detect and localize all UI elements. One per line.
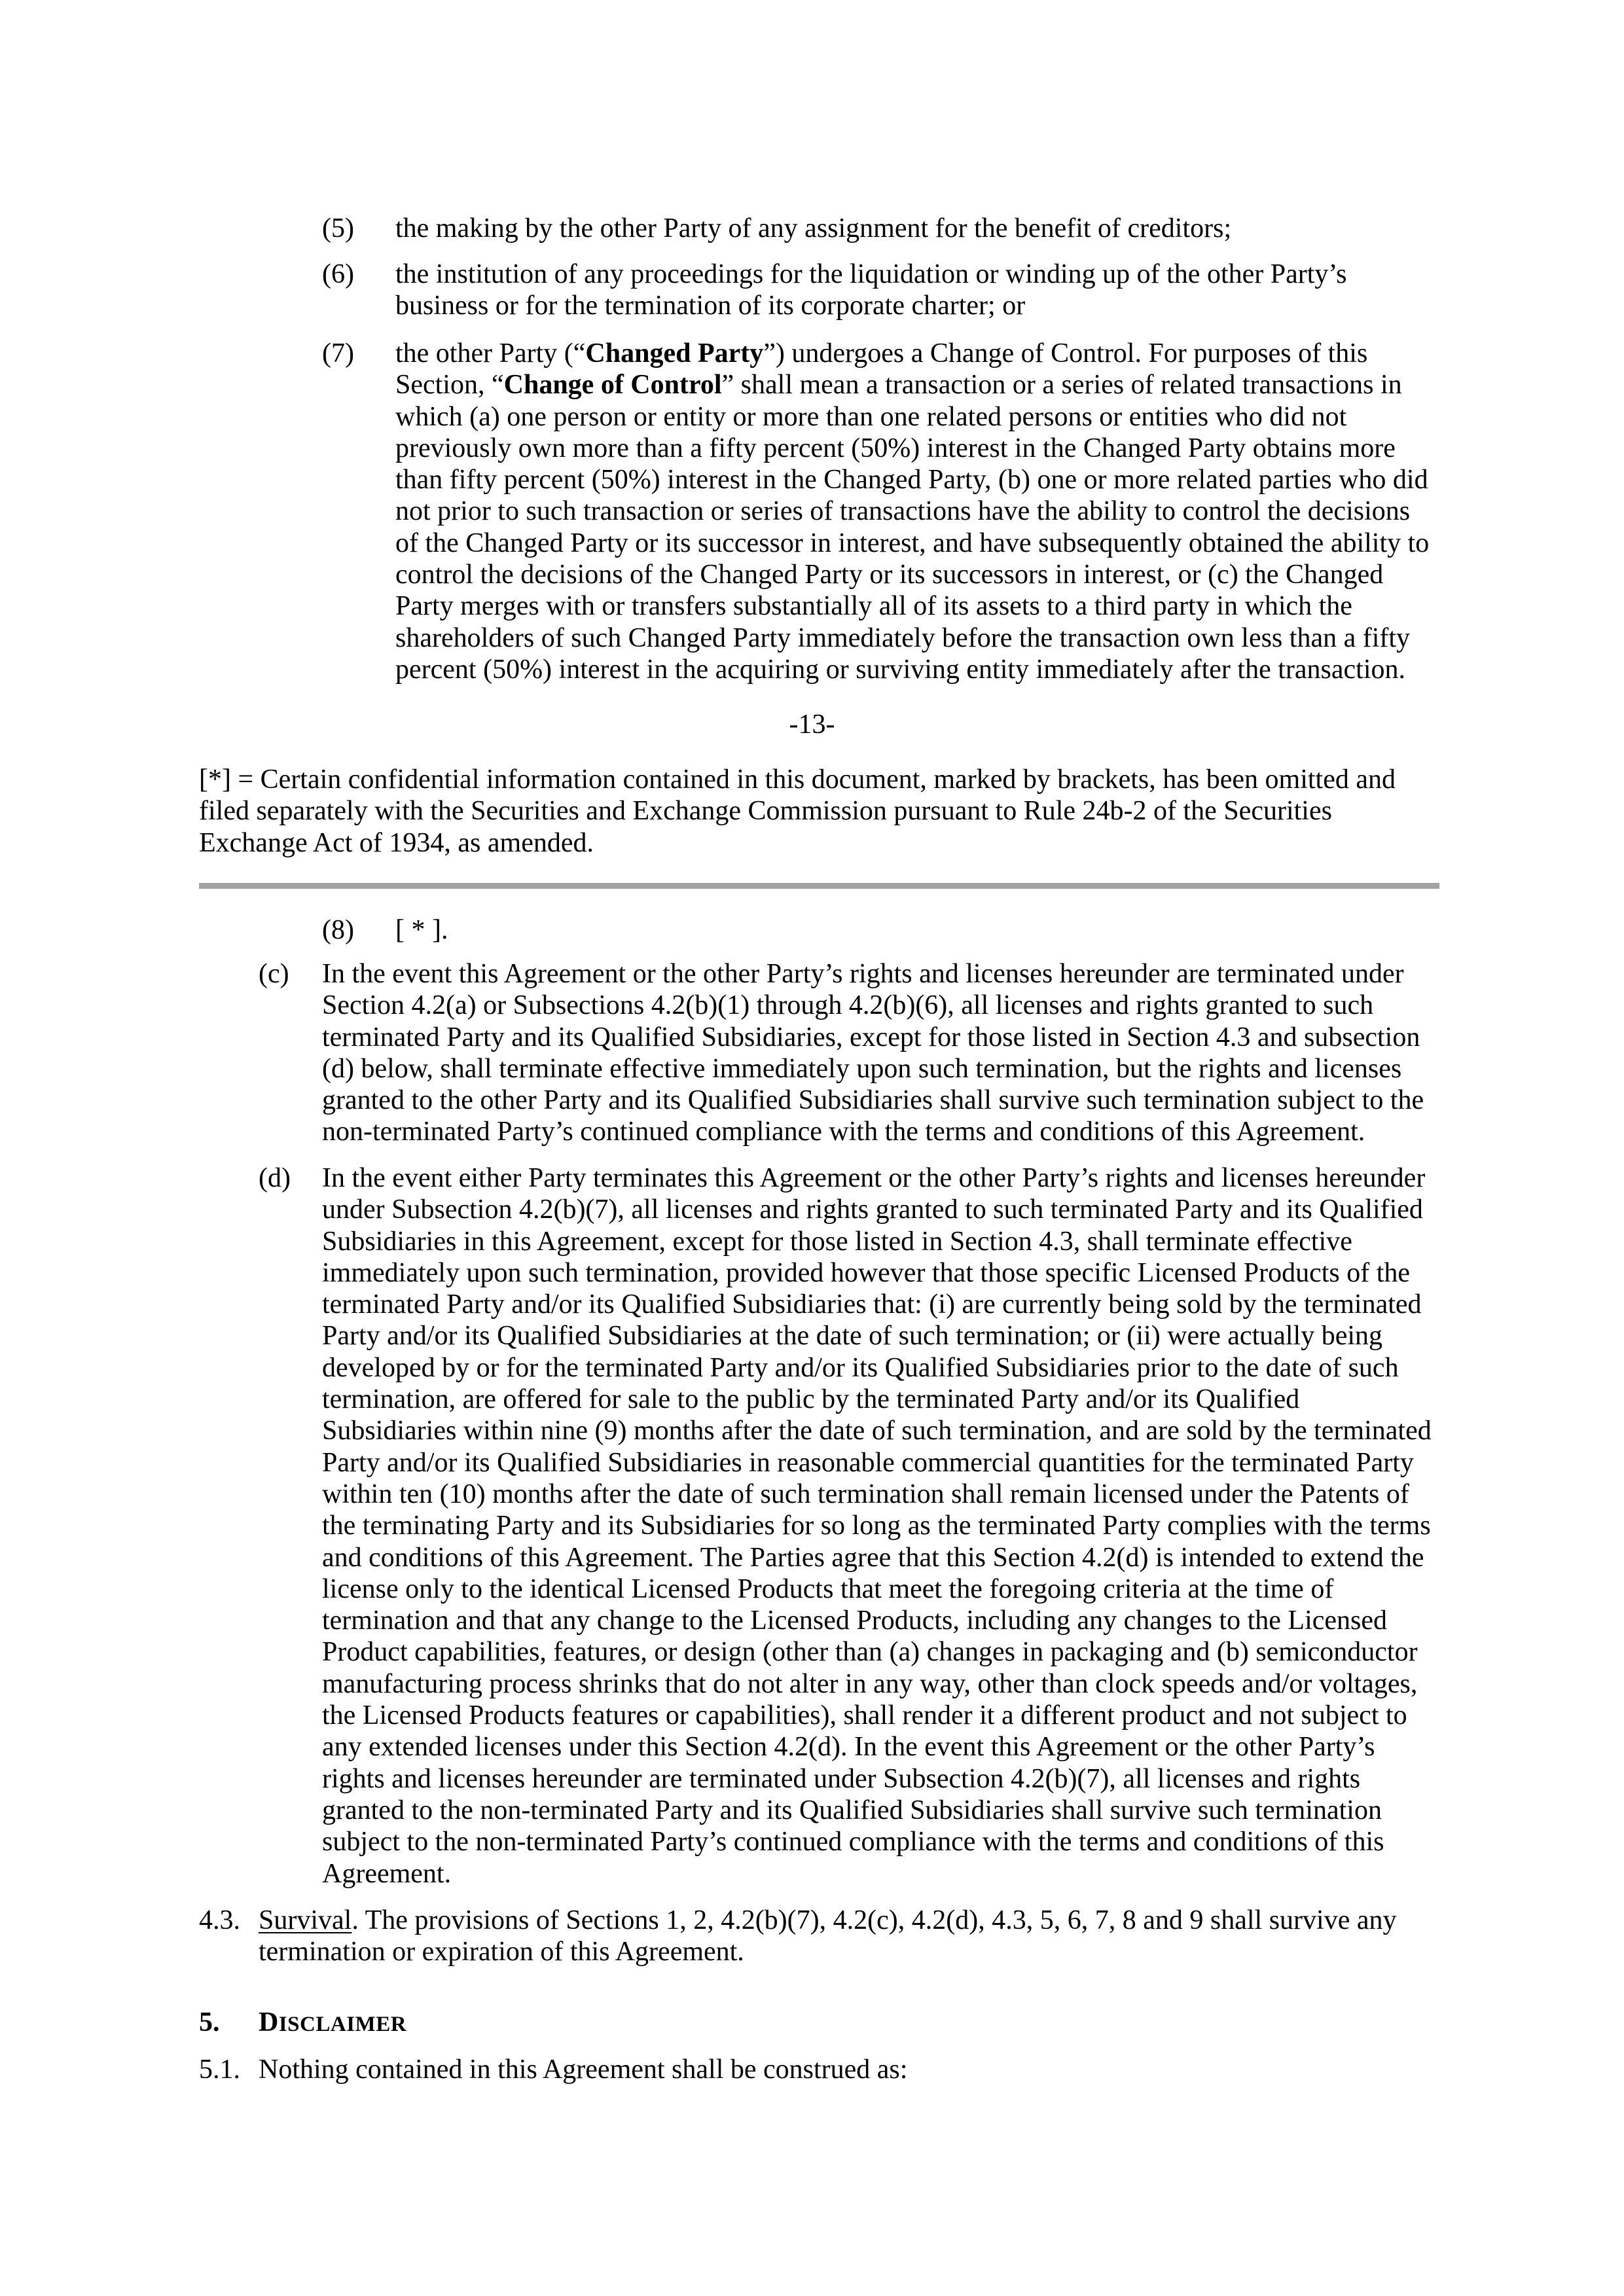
section-number: 4.3. bbox=[199, 1905, 240, 1935]
item-label: (8) bbox=[322, 915, 354, 945]
page-number: -13- bbox=[789, 709, 835, 740]
subsection-label: (c) bbox=[259, 959, 289, 989]
section-heading-survival: Survival bbox=[259, 1905, 352, 1935]
section-text bbox=[259, 1905, 1515, 1968]
item-label: (7) bbox=[322, 338, 354, 368]
text-segment: . The provisions of Sections 1, 2, 4.2(b)(7), 4.2(c), 4.2(d), 4.3, 5, 6, 7, 8 and 9 shall survive any termination or expiration of this Agreement. bbox=[259, 1905, 1397, 1967]
item-text: [ * ]. bbox=[395, 915, 448, 945]
subsection-text: In the event either Party terminates this Agreement or the other Party’s rights and licenses hereunder under Subsection 4.2(b)(7), all licenses and rights granted to such terminated Party and its Qualified Subsidiaries in this Agreement, except for those listed in Section 4.3, shall terminate effective immediately upon such termination, provided however that those specific Licensed Products of the terminated Party and/or its Qualified Subsidiaries that: (i) are currently being sold by the terminated Party and/or its Qualified Subsidiaries at the date of such termination; or (ii) were actually being developed by or for the terminated Party and/or its Qualified Subsidiaries prior to the date of such termination, are offered for sale to the public by the terminated Party and/or its Qualified Subsidiaries within nine (9) months after the date of such termination, and are sold by the terminated Party and/or its Qualified Subsidiaries in reasonable commercial quantities for the terminated Party within ten (10) months after the date of such termination shall remain licensed under the Patents of the terminating Party and its Subsidiaries for so long as the terminated Party complies with the terms and conditions of this Agreement. The Parties agree that this Section 4.2(d) is intended to extend the license only to the identical Licensed Products that meet the foregoing criteria at the time of termination and that any change to the Licensed Products, including any changes to the Licensed Product capabilities, features, or design (other than (a) changes in packaging and (b) semiconductor manufacturing process shrinks that do not alter in any way, other than clock speeds and/or voltages, the Licensed Products features or capabilities), shall render it a different product and not subject to any extended licenses under this Section 4.2(d). In the event this Agreement or the other Party’s rights and licenses hereunder are terminated under Subsection 4.2(b)(7), all licenses and rights granted to the non-terminated Party and its Qualified Subsidiaries shall survive such termination subject to the non-terminated Party’s continued compliance with the terms and conditions of this Agreement. bbox=[322, 1163, 1432, 1889]
section-title: DISCLAIMER bbox=[259, 2007, 407, 2037]
subsection-label: (d) bbox=[259, 1163, 291, 1193]
text-segment: the other Party (“ bbox=[395, 338, 586, 368]
section-title-wrap bbox=[259, 2007, 1515, 2040]
item-text: the making by the other Party of any assignment for the benefit of creditors; bbox=[395, 213, 1232, 243]
text-segment: ” shall mean a transaction or a series of related transactions in which (a) one person or entity or more than one related persons or entities who did not previously own more than a fifty percent (50%) interest in the Changed Party obtains more than fifty percent (50%) interest in the Changed Party, (b) one or more related parties who did not prior to such transaction or series of transactions have the ability to control the decisions of the Changed Party or its successor in interest, and have subsequently obtained the ability to control the decisions of the Changed Party or its successors in interest, or (c) the Changed Party merges with or transfers substantially all of its assets to a third party in which the shareholders of such Changed Party immediately before the transaction own less than a fifty percent (50%) interest in the acquiring or surviving entity immediately after the transaction. bbox=[395, 370, 1430, 685]
item-text: the institution of any proceedings for the liquidation or winding up of the other Party’s business or for the termination of its corporate charter; or bbox=[395, 259, 1347, 321]
defined-term-change-of-control: Change of Control bbox=[503, 370, 722, 401]
item-label: (5) bbox=[322, 213, 354, 243]
text-segment: ”) undergoes a Change of Control. For purposes of this Section, “ bbox=[395, 338, 1368, 401]
section-number: 5. bbox=[199, 2007, 220, 2037]
subsection-text: In the event this Agreement or the other Party’s rights and licenses hereunder are terminated under Section 4.2(a) or Subsections 4.2(b)(1) through 4.2(b)(6), all licenses and rights granted to such terminated Party and its Qualified Subsidiaries, except for those listed in Section 4.3 and subsection (d) below, shall terminate effective immediately upon such termination, but the rights and licenses granted to the other Party and its Qualified Subsidiaries shall survive such termination subject to the non-terminated Party’s continued compliance with the terms and conditions of this Agreement. bbox=[322, 959, 1424, 1147]
section-text: Nothing contained in this Agreement shall be construed as: bbox=[259, 2054, 908, 2085]
item-label: (6) bbox=[322, 259, 354, 289]
confidential-notice: [*] = Certain confidential information contained in this document, marked by brackets, has been omitted and filed separately with the Securities and Exchange Commission pursuant to Rule 24b-2 of the Securities Exchange Act of 1934, as amended. bbox=[199, 764, 1396, 858]
item-text bbox=[395, 338, 1521, 685]
section-number: 5.1. bbox=[199, 2054, 240, 2085]
page-separator bbox=[199, 883, 1439, 889]
defined-term-changed-party: Changed Party bbox=[585, 338, 764, 368]
